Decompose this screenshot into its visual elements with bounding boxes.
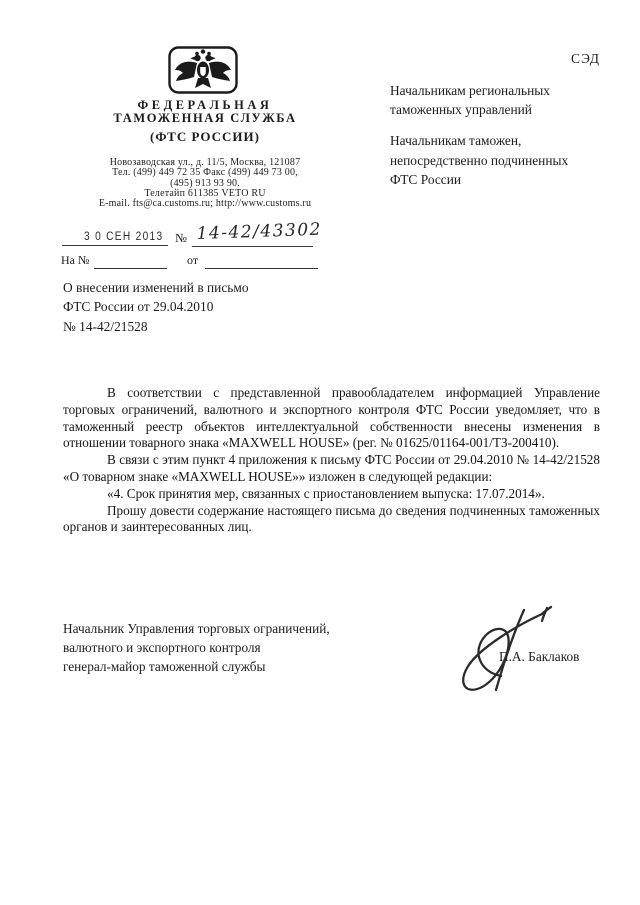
recipient-line: Начальникам таможен, bbox=[390, 133, 522, 149]
ot-label: от bbox=[187, 253, 199, 267]
date-stamp: 3 0 СЕН 2013 bbox=[84, 231, 164, 243]
subject-line: О внесении изменений в письмо bbox=[63, 280, 249, 295]
recipient-line: таможенных управлений bbox=[390, 102, 532, 118]
org-address-block bbox=[55, 158, 355, 209]
signatory-title-line: генерал-майор таможенной службы bbox=[63, 658, 266, 674]
letterhead bbox=[55, 99, 355, 209]
ot-underline bbox=[205, 268, 318, 269]
coat-of-arms-icon bbox=[168, 46, 238, 94]
sed-marking: СЭД bbox=[571, 51, 600, 66]
signatory-title-block bbox=[63, 620, 403, 676]
recipients-block bbox=[390, 81, 625, 201]
address-line: Новозаводская ул., д. 11/5, Москва, 121087 bbox=[109, 157, 301, 168]
address-line: Телетайп 611385 VETO RU bbox=[144, 187, 266, 199]
subject-line: ФТС России от 29.04.2010 bbox=[63, 299, 214, 315]
subject-line: № 14-42/21528 bbox=[63, 318, 148, 334]
body-paragraph: Прошу довести содержание настоящего письма до сведения подчиненных таможенных органов и заинтересованных лиц. bbox=[63, 502, 600, 535]
recipient-line: Начальникам региональных bbox=[390, 83, 550, 98]
body-paragraph: В связи с этим пункт 4 приложения к письму ФТС России от 29.04.2010 № 14-42/21528 «О товарном знаке «MAXWELL HOUSE»» изложен в следующей редакции: bbox=[63, 452, 600, 484]
signatory-name: П.А. Баклаков bbox=[499, 649, 580, 664]
number-sign: № bbox=[175, 231, 187, 245]
address-line: E-mail. fts@ca.customs.ru; http://www.customs.ru bbox=[98, 198, 312, 210]
date-underline bbox=[62, 245, 168, 246]
recipient-line: непосредственно подчиненных bbox=[390, 152, 569, 168]
recipient-line: ФТС России bbox=[390, 171, 462, 187]
recipient-group-2 bbox=[390, 131, 625, 189]
outgoing-number-handwritten: 14-42/43302 bbox=[196, 219, 323, 244]
na-number-label: На № bbox=[61, 253, 90, 267]
body-paragraph: В соответствии с представленной правообладателем информацией Управление торговых ограничений, валютного и экспортного контроля ФТС России уведомляет, что в таможенный реестр объектов интеллектуальной собственности внесены изменения в отношении товарного знака «MAXWELL HOUSE» (рег. № 01625/01164-001/ТЗ-200410). bbox=[63, 385, 600, 451]
subject-block bbox=[63, 278, 313, 336]
recipient-group-1 bbox=[390, 81, 625, 119]
address-line: Тел. (499) 449 72 35 Факс (499) 449 73 00, bbox=[112, 167, 298, 179]
org-name-line3: (ФТС РОССИИ) bbox=[150, 129, 260, 144]
body-paragraph: «4. Срок принятия мер, связанных с приостановлением выпуска: 17.07.2014». bbox=[107, 485, 545, 501]
letter-body bbox=[63, 385, 600, 536]
na-number-underline bbox=[94, 268, 167, 269]
signatory-title-line: Начальник Управления торговых ограничений, bbox=[63, 621, 330, 636]
address-line: (495) 913 93 90. bbox=[170, 177, 240, 189]
org-name-line1: ФЕДЕРАЛЬНАЯ bbox=[137, 98, 273, 112]
org-name-line2: ТАМОЖЕННАЯ СЛУЖБА bbox=[113, 111, 297, 125]
number-underline bbox=[192, 246, 313, 247]
signatory-title-line: валютного и экспортного контроля bbox=[63, 639, 261, 655]
